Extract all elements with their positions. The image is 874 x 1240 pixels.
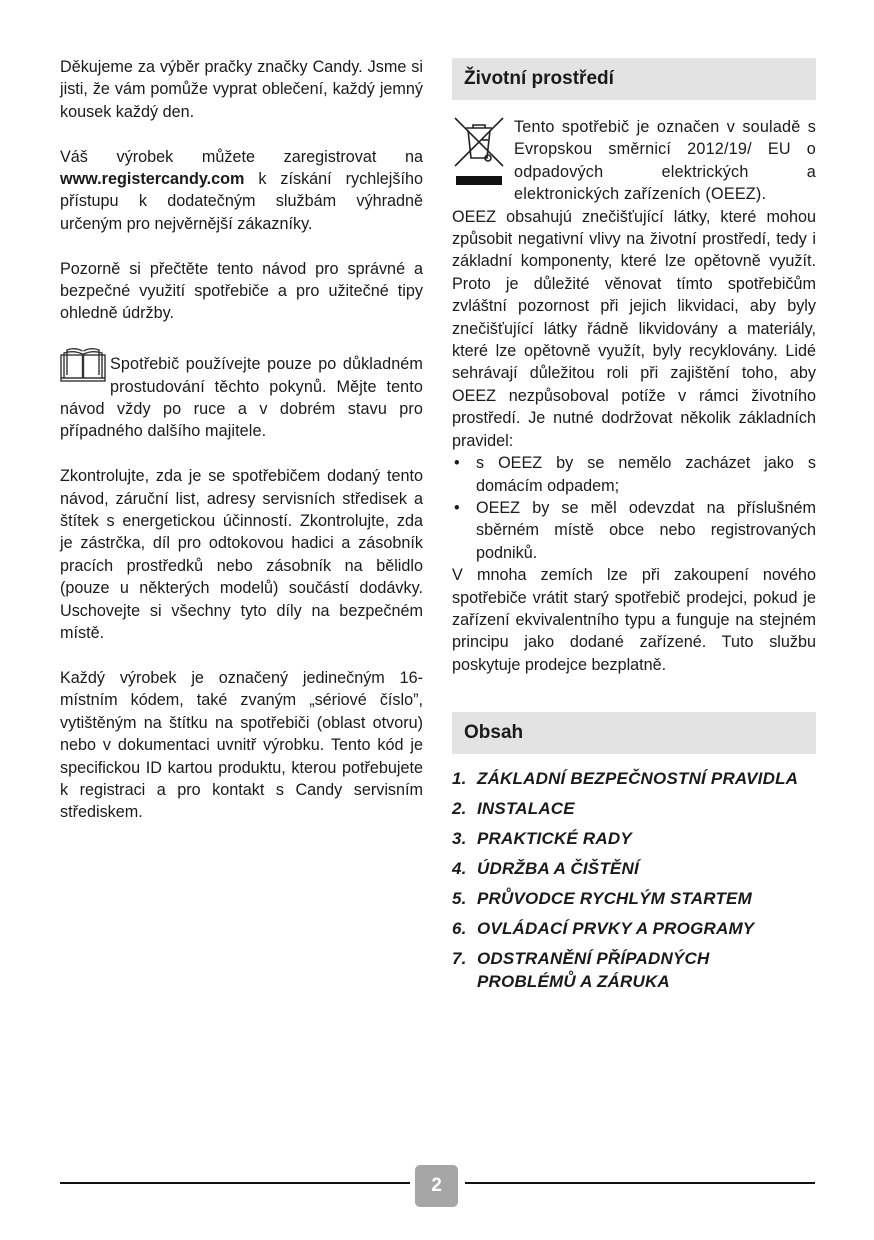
footer-rule-left — [60, 1182, 410, 1184]
intro-paragraph: Děkujeme za výběr pračky značky Candy. Jsme si jisti, že vám pomůže vyprat oblečení, každý jemný kousek každý den. — [60, 58, 423, 121]
list-item — [452, 452, 816, 497]
toc-item-2[interactable]: 2. INSTALACE — [452, 799, 575, 819]
rule-text: OEEZ by se měl odevzdat na příslušném sběrném místě obce nebo registrovaných podniků. — [476, 498, 816, 562]
page-number-badge — [415, 1165, 458, 1207]
weee-intro-text: Tento spotřebič je označen v souladě s Evropskou směrnicí 2012/19/ EU o odpadových elektrických a elektronických zařízeních (OEEZ). — [514, 118, 816, 204]
toc-item-1[interactable]: 1. ZÁKLADNÍ BEZPEČNOSTNÍ PRAVIDLA — [452, 769, 799, 789]
serial-code-paragraph: Každý výrobek je označený jedinečným 16-místním kódem, také zvaným „sériové číslo”, vytištěným na štítku na spotřebiči (oblast otvoru) nebo v dokumentaci uvnitř výrobku. Tento kód je specifickou ID kartou produktu, kterou potřebujete k registraci a pro kontakt s Candy servisním střediskem. — [60, 668, 423, 822]
toc-item-7[interactable]: 7. ODSTRANĚNÍ PŘÍPADNÝCH PROBLÉMŮ A ZÁRUKA — [452, 949, 710, 991]
list-item — [452, 497, 816, 564]
register-url-link[interactable]: www.registercandy.com — [60, 170, 245, 189]
weee-body-text: OEEZ obsahujú znečišťující látky, které mohou způsobit negativní vlivy na životní prostředí, tedy i základní komponenty, které lze opětovně využít. Proto je důležité věnovat tímto spotřebičům zvláštní pozornost při jejich likvidaci, aby byly znečišťující látky řádně likvidovány a materiály, které lze opětovně využít, byly recyklovány. Lidé sehrávají důležitou roli při zajištění toho, aby OEEZ nezpůsoboval potíže v rámci životního prostředí. Je nutné dodržovat několik základních pravidel: — [452, 207, 816, 450]
register-paragraph — [60, 146, 423, 236]
manual-notice-text: Spotřebič používejte pouze po důkladném prostudování těchto pokynů. Mějte tento návod vždy po ruce a v dobrém stavu pro případného dalšího majitele. — [60, 355, 423, 441]
left-column — [60, 56, 423, 824]
weee-rules-list — [452, 452, 816, 564]
register-text-pre: Váš výrobek můžete zaregistrovat na — [60, 147, 423, 166]
contents-heading — [452, 712, 816, 754]
take-back-paragraph: V mnoha zemích lze při zakoupení nového spotřebiče vrátit starý spotřebič prodejci, pokud je zařízení ekvivalentního typu a funguje na stejném principu jako dodané zařízené. Tuto službu poskytuje prodejce bezplatně. — [452, 566, 816, 674]
toc-item-4[interactable]: 4. ÚDRŽBA A ČIŠTĚNÍ — [452, 859, 639, 879]
toc-item-6[interactable]: 6. OVLÁDACÍ PRVKY A PROGRAMY — [452, 919, 755, 939]
read-carefully-paragraph: Pozorně si přečtěte tento návod pro správné a bezpečné využití spotřebiče a pro užitečné tipy ohledně údržby. — [60, 259, 423, 323]
check-contents-paragraph: Zkontrolujte, zda je se spotřebičem dodaný tento návod, záruční list, adresy servisních středisek a štítek s energetickou účinností. Zkontrolujte, zda je zástrčka, díl pro odtokovou hadici a zásobník pracích prostředků nebo zásobník na bělidlo (pouze u některých modelů) součástí dodávky. Uschovejte si všechny tyto díly na bezpečném místě. — [60, 467, 423, 643]
toc-item-3[interactable]: 3. PRAKTICKÉ RADY — [452, 829, 632, 849]
register-text-post: k získání rychlejšího přístupu k dodatečným službám výhradně určeným pro nejvěrnější zákazníky. — [60, 170, 423, 233]
toc-item-5[interactable]: 5. PRŮVODCE RYCHLÝM STARTEM — [452, 889, 752, 909]
footer-rule-right — [465, 1182, 815, 1184]
rule-text: s OEEZ by se nemělo zacházet jako s domácím odpadem; — [476, 454, 816, 495]
bullet-icon: • — [454, 498, 460, 517]
page-number: 2 — [431, 1175, 442, 1196]
manual-notice-block — [60, 347, 423, 443]
crossed-out-bin-icon — [452, 116, 506, 188]
environment-heading-text: Životní prostředí — [464, 67, 614, 89]
table-of-contents — [452, 768, 816, 993]
environment-heading — [452, 58, 816, 100]
weee-block — [452, 116, 816, 206]
contents-heading-text: Obsah — [464, 721, 524, 743]
bullet-icon: • — [454, 454, 460, 473]
open-book-icon — [60, 347, 106, 383]
right-column — [452, 58, 816, 1001]
